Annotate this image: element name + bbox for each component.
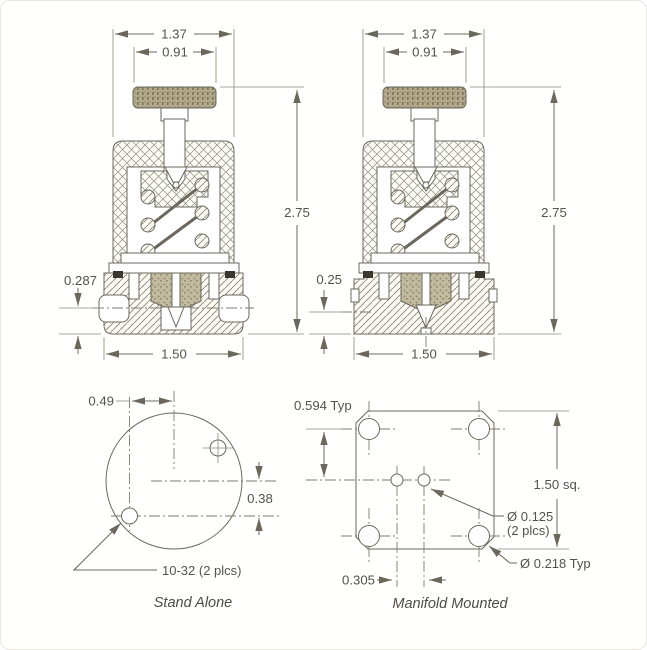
dim-label-base-width-right: 1.50 — [411, 346, 437, 362]
dim-label-corner-pitch: 0.594 Typ — [294, 398, 352, 413]
caption-manifold-mounted: Manifold Mounted — [392, 596, 508, 612]
dim-label-base-width-left: 1.50 — [161, 346, 187, 362]
port-dia-note-line2: (2 plcs) — [507, 523, 550, 538]
dim-base-width-left — [104, 337, 243, 362]
dim-port-pitch — [342, 573, 446, 588]
mount-hole-top-left — [359, 419, 380, 440]
dim-label-hole-offset-y: 0.38 — [247, 491, 273, 506]
stand-alone-upper-assembly — [109, 87, 239, 278]
outlet-channel — [209, 273, 219, 299]
side-port-left — [99, 295, 129, 322]
port-hole-right — [418, 474, 430, 486]
mount-dia-callout — [489, 546, 591, 571]
bottom-view-manifold — [294, 398, 591, 612]
side-port-right — [219, 295, 249, 322]
thread-note: 10-32 (2 plcs) — [162, 563, 242, 578]
dim-knob-width-left — [134, 45, 216, 84]
dim-label-height-left: 2.75 — [284, 205, 310, 220]
valve-section-stand-alone — [59, 27, 310, 362]
dim-label-body-width-left: 1.37 — [161, 26, 187, 42]
dim-port-height-right — [309, 272, 351, 354]
outlet-channel — [459, 273, 469, 299]
bottom-view-stand-alone — [74, 391, 279, 611]
dim-label-knob-width-right: 0.91 — [412, 44, 438, 60]
base-step-right — [489, 289, 497, 302]
mount-hole-lower — [122, 508, 138, 524]
mount-hole-bottom-left — [359, 526, 380, 547]
inlet-channel — [379, 273, 389, 299]
mount-dia-note: Ø 0.218 Typ — [520, 556, 591, 571]
dim-label-height-right: 2.75 — [541, 205, 567, 220]
mount-hole-bottom-right — [469, 526, 490, 547]
manifold-base — [341, 265, 497, 353]
dim-hole-offset-y — [247, 462, 273, 535]
dim-port-height-left — [59, 273, 101, 354]
dim-label-port-pitch: 0.305 — [341, 572, 375, 588]
dim-corner-pitch — [294, 398, 352, 477]
dim-label-hole-offset-x: 0.49 — [88, 393, 114, 409]
dim-label-square-size: 1.50 sq. — [533, 477, 581, 492]
regulator-drawing — [1, 1, 647, 650]
base-step-left — [351, 289, 359, 302]
manifold-upper-assembly — [359, 87, 489, 278]
dim-label-port-height-right: 0.25 — [316, 272, 342, 287]
inlet-channel — [129, 273, 139, 299]
dim-label-port-height-left: 0.287 — [63, 273, 97, 288]
dim-label-body-width-right: 1.37 — [411, 26, 437, 42]
dim-base-width-right — [354, 337, 494, 362]
valve-section-manifold — [309, 27, 567, 362]
dim-hole-offset-x — [88, 394, 172, 409]
port-dia-note-line1: Ø 0.125 — [507, 509, 554, 524]
mount-hole-top-right — [469, 419, 490, 440]
dim-knob-width-right — [384, 45, 466, 84]
port-hole-left — [391, 474, 403, 486]
dim-label-knob-width-left: 0.91 — [162, 44, 188, 60]
caption-stand-alone: Stand Alone — [153, 595, 233, 611]
